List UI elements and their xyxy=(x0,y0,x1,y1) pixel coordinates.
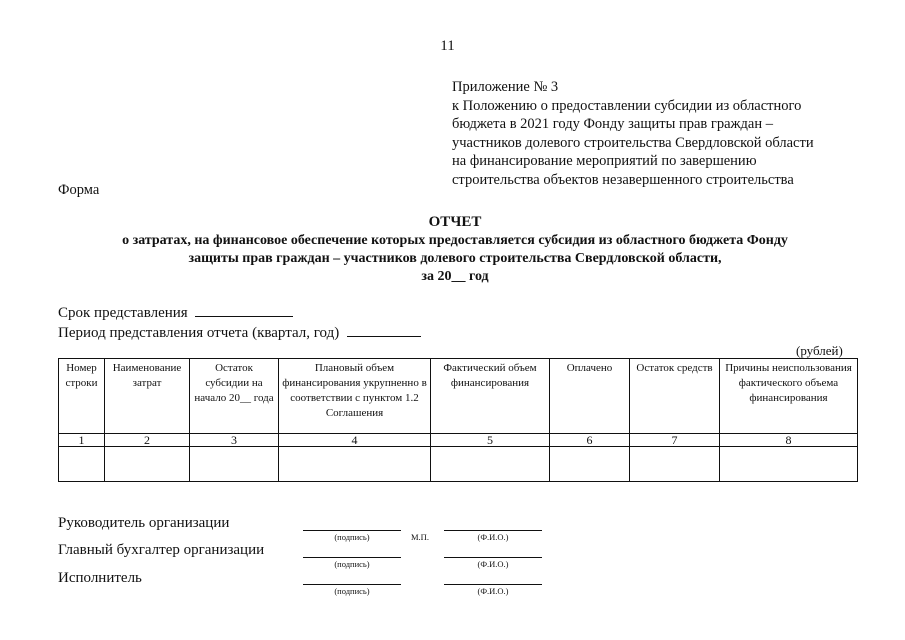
period-label: Период представления отчета (квартал, год) xyxy=(58,325,340,341)
column-number: 6 xyxy=(550,434,630,447)
head-signature-line[interactable] xyxy=(303,530,401,531)
report-subtitle-line: о затратах, на финансовое обеспечение которых предоставляется субсидия из областного бюджета Фонду xyxy=(122,233,788,248)
column-number: 3 xyxy=(190,434,279,447)
column-header: Остаток средств xyxy=(630,359,720,434)
column-number: 7 xyxy=(630,434,720,447)
column-number: 8 xyxy=(720,434,858,447)
report-subtitle-line: защиты прав граждан – участников долевого строительства Свердловской области, xyxy=(188,251,722,266)
report-title: ОТЧЕТ xyxy=(428,214,482,230)
stamp-caption: М.П. xyxy=(411,532,429,542)
column-number: 5 xyxy=(431,434,550,447)
executor-label: Исполнитель xyxy=(58,570,142,586)
column-number-row xyxy=(59,434,858,447)
appendix-note xyxy=(452,78,814,189)
head-of-organization-label: Руководитель организации xyxy=(58,515,230,531)
deadline-field xyxy=(58,304,293,322)
report-table xyxy=(58,358,858,482)
column-header: Плановый объем финансирования укрупненно в соответствии с пунктом 1.2 Соглашения xyxy=(279,359,431,434)
column-header: Остаток субсидии на начало 20__ года xyxy=(190,359,279,434)
column-header: Номер строки xyxy=(59,359,105,434)
signature-caption: (подпись) xyxy=(334,532,370,542)
period-field xyxy=(58,324,421,342)
column-number: 2 xyxy=(105,434,190,447)
column-header: Фактический объем финансирования xyxy=(431,359,550,434)
appendix-line: строительства объектов незавершенного строительства xyxy=(452,171,794,188)
column-number: 4 xyxy=(279,434,431,447)
chief-accountant-label: Главный бухгалтер организации xyxy=(58,542,265,558)
name-caption: (Ф.И.О.) xyxy=(477,532,509,542)
appendix-line: на финансирование мероприятий по завершению xyxy=(452,153,757,169)
table-cell[interactable] xyxy=(630,447,720,482)
form-label: Форма xyxy=(58,182,100,198)
accountant-name-line[interactable] xyxy=(444,557,542,558)
column-header: Оплачено xyxy=(550,359,630,434)
table-cell[interactable] xyxy=(550,447,630,482)
appendix-line: Приложение № 3 xyxy=(452,79,559,95)
column-header: Причины неиспользования фактического объема финансирования xyxy=(720,359,858,434)
appendix-line: бюджета в 2021 году Фонду защиты прав граждан – xyxy=(452,116,773,132)
table-cell[interactable] xyxy=(190,447,279,482)
signature-caption: (подпись) xyxy=(334,586,370,596)
deadline-label: Срок представления xyxy=(58,305,188,321)
page-number: 11 xyxy=(440,38,455,54)
signature-caption: (подпись) xyxy=(334,559,370,569)
executor-name-line[interactable] xyxy=(444,584,542,585)
period-blank[interactable] xyxy=(347,324,421,337)
name-caption: (Ф.И.О.) xyxy=(477,586,509,596)
head-name-line[interactable] xyxy=(444,530,542,531)
column-header: Наименование затрат xyxy=(105,359,190,434)
table-cell[interactable] xyxy=(105,447,190,482)
appendix-line: к Положению о предоставлении субсидии из областного xyxy=(452,97,802,114)
table-header-row xyxy=(59,359,858,434)
accountant-signature-line[interactable] xyxy=(303,557,401,558)
table-cell[interactable] xyxy=(59,447,105,482)
table-cell[interactable] xyxy=(431,447,550,482)
deadline-blank[interactable] xyxy=(195,304,293,317)
table-cell[interactable] xyxy=(279,447,431,482)
appendix-line: участников долевого строительства Свердловской области xyxy=(452,134,814,151)
units-label: (рублей) xyxy=(796,343,843,358)
report-year-line: за 20__ год xyxy=(421,269,489,284)
column-number: 1 xyxy=(59,434,105,447)
executor-signature-line[interactable] xyxy=(303,584,401,585)
name-caption: (Ф.И.О.) xyxy=(477,559,509,569)
table-row xyxy=(59,447,858,482)
table-cell[interactable] xyxy=(720,447,858,482)
